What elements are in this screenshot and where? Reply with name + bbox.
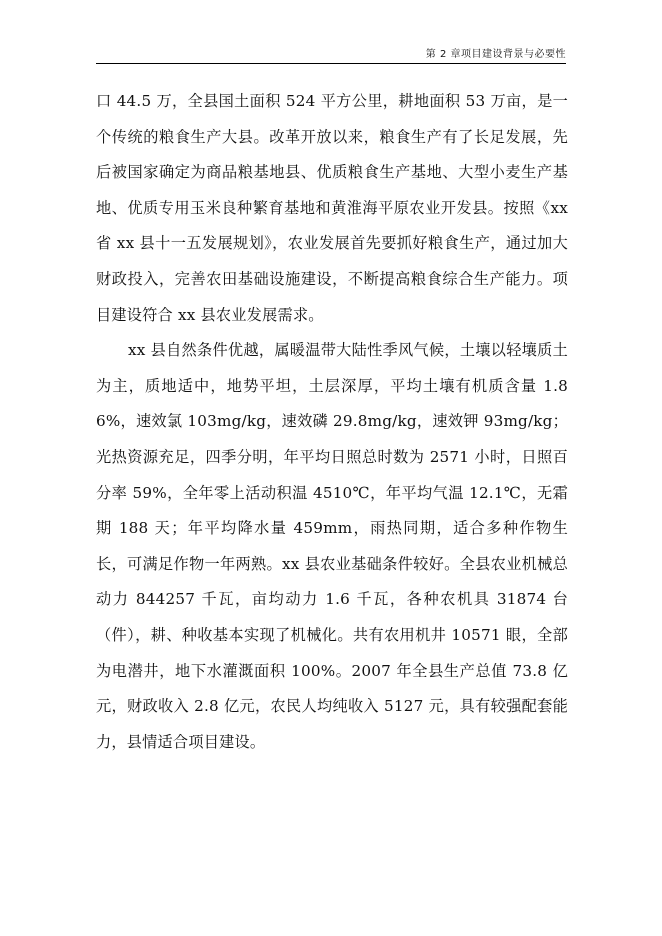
running-header [96, 42, 566, 64]
paragraph-continued: 口 44.5 万，全县国土面积 524 平方公里，耕地面积 53 万亩，是一个传统的粮食生产大县。改革开放以来，粮食生产有了长足发展，先后被国家确定为商品粮基地县、优质粮食生产基地、大型小麦生产基地、优质专用玉米良种繁育基地和黄淮海平原农业开发县。按照《xx 省 xx 县十一五发展规划》，农业发展首先要抓好粮食生产，通过加大财政投入，完善农田基础设施建设，不断提高粮食综合生产能力。项目建设符合 xx 县农业发展需求。 [96, 92, 568, 324]
paragraph-natural-conditions: xx 县自然条件优越，属暖温带大陆性季风气候，土壤以轻壤质土为主，质地适中，地势平坦，土层深厚，平均土壤有机质含量 1.86%，速效氯 103mg/kg，速效磷 29.8mg/kg，速效钾 93mg/kg；光热资源充足，四季分明，年平均日照总时数为 2571 小时，日照百分率 59%，全年零上活动积温 4510℃，年平均气温 12.1℃，无霜期 188 天；年平均降水量 459mm，雨热同期，适合多种作物生长，可满足作物一年两熟。xx 县农业基础条件较好。全县农业机械总动力 844257 千瓦，亩均动力 1.6 千瓦，各种农机具 31874 台（件），耕、种收基本实现了机械化。共有农用机井 10571 眼，全部为电潜井，地下水灌溉面积 100%。2007 年全县生产总值 73.8 亿元，财政收入 2.8 亿元，农民人均纯收入 5127 元，具有较强配套能力，县情适合项目建设。 [96, 341, 568, 751]
header-chapter-title: 第 2 章项目建设背景与必要性 [425, 49, 566, 60]
body-text [96, 84, 568, 760]
